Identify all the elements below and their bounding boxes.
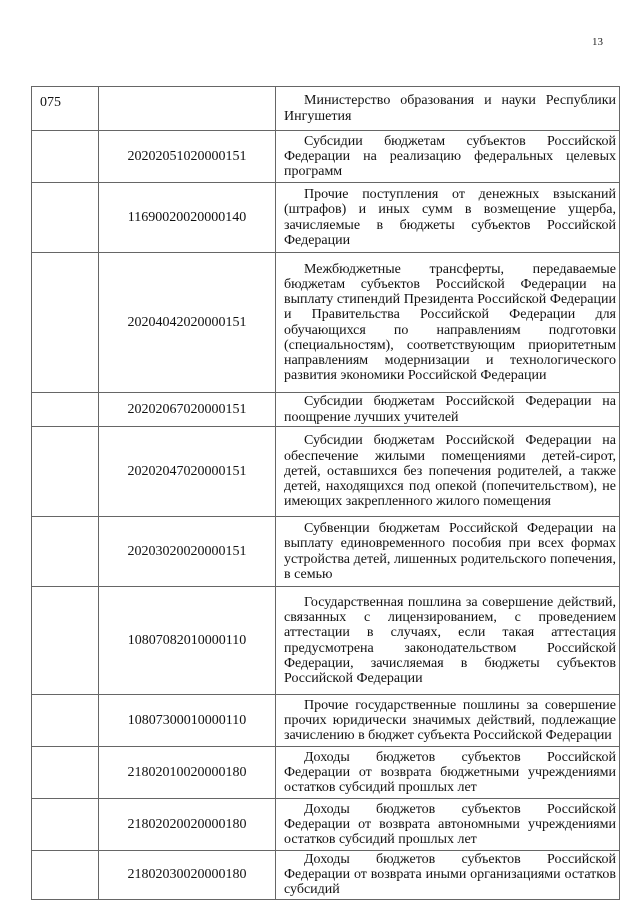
table-row bbox=[32, 253, 620, 393]
admin-code-cell bbox=[32, 253, 99, 393]
revenue-name-cell bbox=[276, 393, 620, 427]
revenue-code-cell: 21802030020000180 bbox=[99, 851, 276, 900]
revenue-name-text: Межбюджетные трансферты, передаваемые бюджетам субъектов Российской Федерации на выплату стипендий Президента Российской Федерации и Правительства Российской Федерации для обучающихся по направлениям подготовки (специальностям), соответствующим приоритетным направлениям модернизации и технологического развития экономики Российской Федерации bbox=[284, 261, 616, 384]
table-row bbox=[32, 183, 620, 253]
revenue-code-cell: 20202067020000151 bbox=[99, 393, 276, 427]
revenue-name-text: Субсидии бюджетам Российской Федерации на обеспечение жилыми помещениями детей-сирот, детей, оставшихся без попечения родителей, а также детей, находящихся под опекой (попечительством), не имеющих закрепленного жилого помещения bbox=[284, 433, 616, 510]
page-number: 13 bbox=[592, 36, 603, 48]
revenue-name-cell bbox=[276, 695, 620, 747]
admin-code-cell bbox=[32, 747, 99, 799]
admin-code-cell bbox=[32, 517, 99, 587]
revenue-code-cell: 21802020020000180 bbox=[99, 799, 276, 851]
admin-code-cell bbox=[32, 587, 99, 695]
table-row bbox=[32, 747, 620, 799]
table-row bbox=[32, 799, 620, 851]
admin-code-cell: 075 bbox=[32, 87, 99, 131]
budget-classification-table bbox=[31, 86, 620, 900]
revenue-name-cell bbox=[276, 517, 620, 587]
revenue-code-cell: 20202051020000151 bbox=[99, 131, 276, 183]
admin-code-cell bbox=[32, 851, 99, 900]
admin-code-cell bbox=[32, 131, 99, 183]
table-row bbox=[32, 393, 620, 427]
revenue-code-cell: 10807082010000110 bbox=[99, 587, 276, 695]
revenue-name-cell bbox=[276, 87, 620, 131]
revenue-name-text: Субсидии бюджетам Российской Федерации на поощрение лучших учителей bbox=[284, 394, 616, 425]
revenue-code-cell: 20202047020000151 bbox=[99, 427, 276, 517]
table-row bbox=[32, 695, 620, 747]
table-body bbox=[32, 87, 620, 900]
table-row bbox=[32, 851, 620, 900]
revenue-name-text: Прочие поступления от денежных взысканий (штрафов) и иных сумм в возмещение ущерба, зачисляемые в бюджеты субъектов Российской Федерации bbox=[284, 187, 616, 248]
table-row bbox=[32, 517, 620, 587]
revenue-name-cell bbox=[276, 851, 620, 900]
revenue-code-cell bbox=[99, 87, 276, 131]
table-row bbox=[32, 131, 620, 183]
revenue-name-text: Доходы бюджетов субъектов Российской Федерации от возврата бюджетными учреждениями остатков субсидий прошлых лет bbox=[284, 749, 616, 796]
revenue-name-text: Доходы бюджетов субъектов Российской Федерации от возврата иными организациями остатков субсидий bbox=[284, 852, 616, 898]
revenue-name-cell bbox=[276, 587, 620, 695]
admin-code-cell bbox=[32, 427, 99, 517]
revenue-code-cell: 20204042020000151 bbox=[99, 253, 276, 393]
revenue-name-text: Субсидии бюджетам субъектов Российской Федерации на реализацию федеральных целевых программ bbox=[284, 133, 616, 180]
revenue-code-cell: 10807300010000110 bbox=[99, 695, 276, 747]
admin-code-cell bbox=[32, 799, 99, 851]
revenue-name-cell bbox=[276, 131, 620, 183]
revenue-name-text: Субвенции бюджетам Российской Федерации на выплату единовременного пособия при всех формах устройства детей, лишенных родительского попечения, в семью bbox=[284, 521, 616, 582]
table-row bbox=[32, 427, 620, 517]
revenue-name-text: Прочие государственные пошлины за совершение прочих юридически значимых действий, подлежащие зачислению в бюджет субъекта Российской Федерации bbox=[284, 697, 616, 744]
revenue-name-text: Государственная пошлина за совершение действий, связанных с лицензированием, с проведением аттестации в случаях, если такая аттестация предусмотрена законодательством Российской Федерации, зачисляемая в бюджеты субъектов Российской Федерации bbox=[284, 594, 616, 686]
admin-code-cell bbox=[32, 183, 99, 253]
revenue-name-text: Доходы бюджетов субъектов Российской Федерации от возврата автономными учреждениями остатков субсидий прошлых лет bbox=[284, 801, 616, 848]
revenue-code-cell: 11690020020000140 bbox=[99, 183, 276, 253]
revenue-name-cell bbox=[276, 747, 620, 799]
revenue-code-cell: 20203020020000151 bbox=[99, 517, 276, 587]
revenue-name-cell bbox=[276, 799, 620, 851]
revenue-name-cell bbox=[276, 183, 620, 253]
revenue-name-text: Министерство образования и науки Республики Ингушетия bbox=[284, 93, 616, 124]
admin-code-cell bbox=[32, 695, 99, 747]
revenue-code-cell: 21802010020000180 bbox=[99, 747, 276, 799]
table-row bbox=[32, 587, 620, 695]
admin-code-cell bbox=[32, 393, 99, 427]
revenue-name-cell bbox=[276, 253, 620, 393]
table-row bbox=[32, 87, 620, 131]
revenue-name-cell bbox=[276, 427, 620, 517]
